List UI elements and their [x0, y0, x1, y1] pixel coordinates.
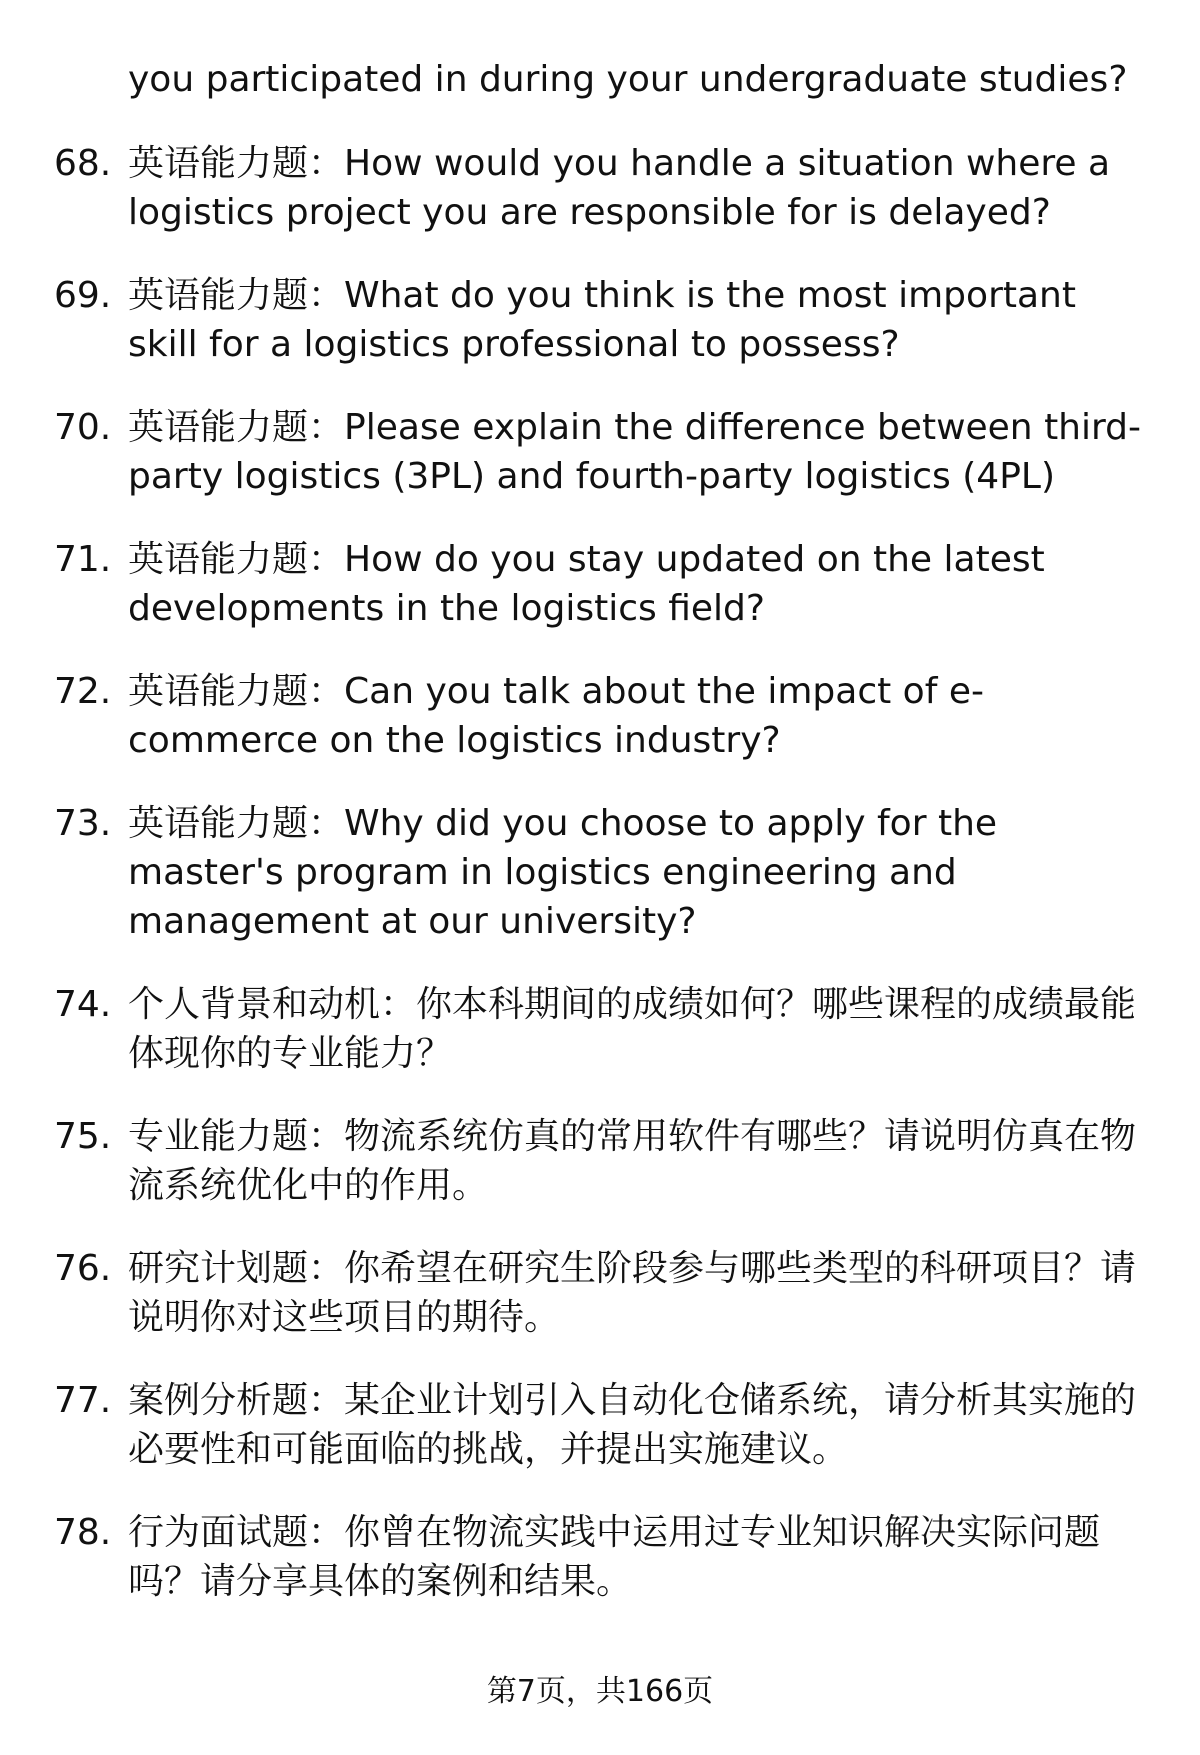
- list-item: [54, 1376, 1154, 1474]
- item-text: 个人背景和动机：你本科期间的成绩如何？哪些课程的成绩最能体现你的专业能力？: [128, 984, 1137, 1074]
- item-text: 英语能力题：Can you talk about the impact of e-commerce on the logistics industry?: [128, 671, 984, 761]
- page-footer: 第7页，共166页: [486, 1674, 714, 1709]
- list-item: [54, 799, 1154, 946]
- item-number: 73.: [54, 803, 112, 844]
- item-number: 71.: [54, 539, 112, 580]
- continuation-text: you participated in during your undergraduate studies?: [128, 59, 1128, 100]
- item-text: 案例分析题：某企业计划引入自动化仓储系统，请分析其实施的必要性和可能面临的挑战，并提出实施建议。: [128, 1380, 1137, 1470]
- list-item: [54, 1244, 1154, 1342]
- item-number: 68.: [54, 143, 112, 184]
- item-number: 76.: [54, 1248, 112, 1289]
- item-text: 英语能力题：Why did you choose to apply for the master's program in logistics engineering and management at our university?: [128, 803, 998, 942]
- list-item: [54, 667, 1154, 765]
- item-text: 研究计划题：你希望在研究生阶段参与哪些类型的科研项目？请说明你对这些项目的期待。: [128, 1248, 1137, 1338]
- item-text: 英语能力题：How would you handle a situation where a logistics project you are responsible for is delayed?: [128, 143, 1111, 233]
- item-number: 74.: [54, 984, 112, 1025]
- item-number: 78.: [54, 1512, 112, 1553]
- item-number: 72.: [54, 671, 112, 712]
- list-item: [54, 980, 1154, 1078]
- item-number: 70.: [54, 407, 112, 448]
- item-number: 75.: [54, 1116, 112, 1157]
- item-text: 专业能力题：物流系统仿真的常用软件有哪些？请说明仿真在物流系统优化中的作用。: [128, 1116, 1137, 1206]
- item-number: 77.: [54, 1380, 112, 1421]
- item-text: 行为面试题：你曾在物流实践中运用过专业知识解决实际问题吗？请分享具体的案例和结果。: [128, 1512, 1101, 1602]
- question-list: [54, 55, 1154, 1640]
- item-text: 英语能力题：What do you think is the most important skill for a logistics professional to possess?: [128, 275, 1076, 365]
- list-item: [54, 139, 1154, 237]
- list-item: [54, 1508, 1154, 1606]
- list-item: [54, 1112, 1154, 1210]
- list-item: [54, 403, 1154, 501]
- item-number: 69.: [54, 275, 112, 316]
- item-text: 英语能力题：How do you stay updated on the latest developments in the logistics field?: [128, 539, 1045, 629]
- list-item: [54, 271, 1154, 369]
- item-text: 英语能力题：Please explain the difference between third-party logistics (3PL) and fourth-party logistics (4PL): [128, 407, 1142, 497]
- list-item: [54, 535, 1154, 633]
